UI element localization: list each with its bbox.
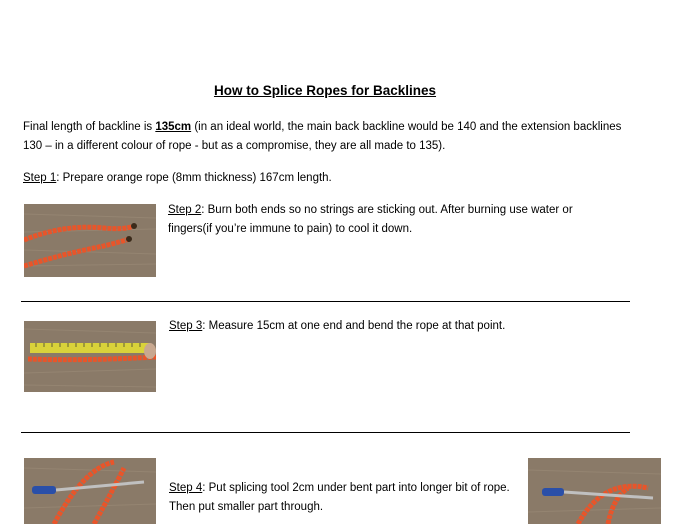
divider <box>21 432 630 433</box>
splice-through-photo <box>528 458 661 524</box>
measure-photo <box>24 321 156 392</box>
step-1 <box>23 169 623 188</box>
splicing-tool-photo <box>24 458 156 524</box>
step-2-label: Step 2 <box>168 204 202 216</box>
backline-length: 135cm <box>155 121 192 133</box>
divider <box>21 301 630 302</box>
step-3-text: : Measure 15cm at one end and bend the rope at that point. <box>202 320 506 332</box>
step-2-text: : Burn both ends so no strings are sticking out. After burning use water or fingers(if you’re immune to pain) to cool it down. <box>168 204 573 235</box>
step-4-label: Step 4 <box>169 482 203 494</box>
intro-rest: (in an ideal world, the main back backline would be 140 and the extension backlines 130 – in a different colour of rope - but as a compromise, they are all made to 135). <box>23 121 622 152</box>
step-4 <box>169 479 514 517</box>
intro-prefix: Final length of backline is <box>23 121 156 133</box>
rope-ends-photo <box>24 204 156 277</box>
step-1-label: Step 1 <box>23 172 57 184</box>
step-1-text: : Prepare orange rope (8mm thickness) 167cm length. <box>56 172 332 184</box>
step-3-label: Step 3 <box>169 320 203 332</box>
step-4-text: : Put splicing tool 2cm under bent part into longer bit of rope. Then put smaller part through. <box>169 482 510 513</box>
step-2 <box>168 201 608 239</box>
step-3 <box>169 317 609 336</box>
document-title: How to Splice Ropes for Backlines <box>213 83 437 98</box>
intro-paragraph <box>23 118 623 156</box>
